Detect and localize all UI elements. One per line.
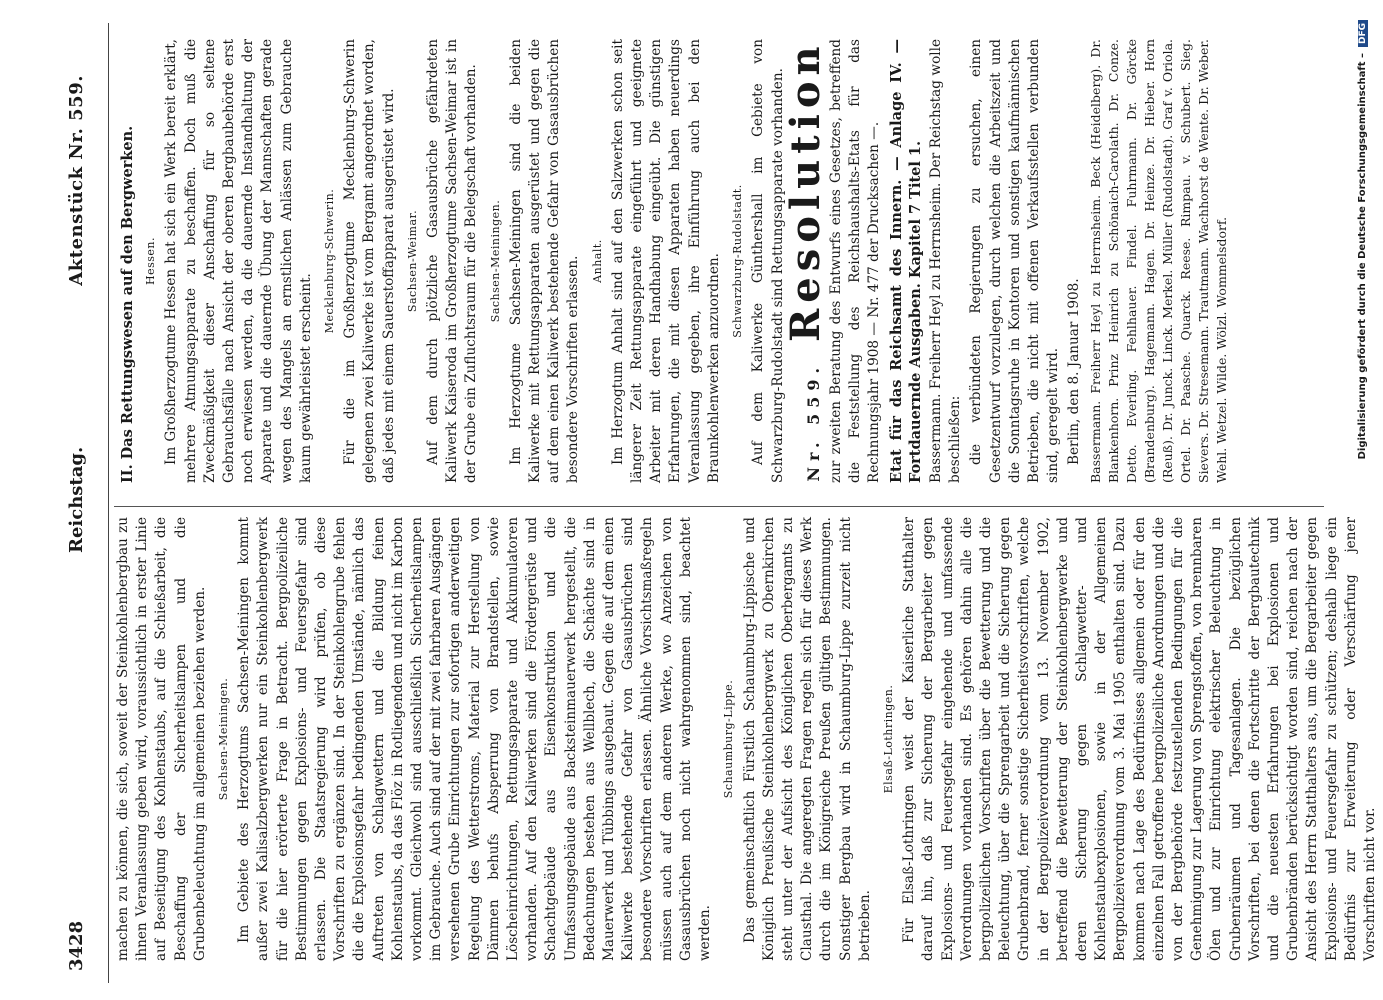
resolution-heading: Resolution xyxy=(781,40,829,342)
credit-text: Digitalisierung gefördert durch die Deutsche Forschungsgemeinschaft – xyxy=(1357,53,1368,460)
budget-heading: Etat für das Reichsamt des Innern. — Anlage IV. — Fortdauernde Ausgaben. Kapitel 7 Titel 1. xyxy=(887,39,924,483)
right-column xyxy=(114,39,1233,483)
paragraph: Im Großherzogtume Hessen hat sich ein Werk bereit erklärt, mehrere Atmungsapparate zu beschaffen. Doch muß die Zweckmäßigkeit dieser Anschaffung für so seltene Gebrauchsfälle nach Ansicht der oberen Bergbaubehörde erst noch erwiesen werden, da die dauernde Instandhaltung der Apparate und die dauernde Übung der Mannschaften gerade wegen des Mangels an ernstlichen Anlässen zum Gebrauche kaum gewährleistet erscheint. xyxy=(163,39,314,483)
paragraph: Im Herzogtum Anhalt sind auf den Salzwerken schon seit längerer Zeit Rettungsapparate eingeführt und geeignete Arbeiter mit deren Handhabung eingeübt. Die günstigen Erfahrungen, die mit diesen Apparaten haben neuerdings Veranlassung gegeben, ihre Einführung auch bei den Braunkohlenwerken anzuordnen. xyxy=(609,39,722,483)
resolution-number: Nr. 559. xyxy=(803,361,823,482)
paragraph: Im Gebiete des Herzogtums Sachsen-Meiningen kommt außer zwei Kalisalzbergwerken nur ein Steinkohlenbergwerk für die hier erörterte Frage in Betracht. Bergpolizeiliche Bestimmungen gegen Explosions- und Feuersgefahr sind erlassen. Die Staatsregierung wird prüfen, ob diese Vorschriften zu ergänzen sind. In der Steinkohlengrube fehlen die die Explosionsgefahr bedingenden Umstände, nämlich das Auftreten von Schlagwettern und die Bildung feinen Kohlenstaubs, da das Flöz in Rotliegendem und nicht im Karbon vorkommt. Gleichwohl sind ausschließlich Sicherheitslampen im Gebrauche. Auch sind auf der mit zwei fahrbaren Ausgängen versehenen Grube Einrichtungen zur sofortigen anderweitigen Regelung des Wetterstroms, Material zur Herstellung von Dämmen behufs Absperrung von Brandstellen, sowie Löscheinrichtungen, Rettungsapparate und Akkumulatoren vorhanden. Auf den Kaliwerken sind die Fördergerüste und Schachtgebäude aus Eisenkonstruktion und die Umfassungsgebäude aus Backsteinmauerwerk hergestellt, die Bedachungen bestehen aus Wellblech, die Schächte sind in Mauerwerk und Tübbings ausgebaut. Gegen die auf dem einen Kaliwerke bestehende Gefahr von Gasausbrüchen sind besondere Vorschriften erlassen. Ähnliche Vorsichtsmaßregeln müssen auch auf dem anderen Werke, wo Anzeichen von Gasausbrüchen noch nicht wahrgenommen sind, beachtet werden. xyxy=(236,517,714,961)
paragraph: Auf dem Kaliwerke Günthershall im Gebiete von Schwarzburg-Rudolstadt sind Rettungsapparate vorhanden. xyxy=(750,39,786,483)
subheading: Mecklenburg-Schwerin. xyxy=(323,188,337,334)
digitization-credit xyxy=(1354,20,1376,980)
subheading: Schaumburg-Lippe. xyxy=(722,679,736,799)
subheading: Sachsen-Meiningen. xyxy=(488,199,502,323)
subheading: Elsaß-Lothringen. xyxy=(881,684,895,794)
paragraph: Bassermann. Freiherr Heyl zu Herrnsheim. Der Reichstag wolle beschließen: xyxy=(927,39,964,483)
header-rule xyxy=(108,23,109,983)
paragraph: machen zu können, die sich, soweit der Steinkohlenbergbau zu ihnen Veranlassung geben wird, voraussichtlich in erster Linie auf Beseitigung des Kohlenstaubs, auf die Schießarbeit, die Beschaffung der Sicherheitslampen und die Grubenbeleuchtung im allgemeinen beziehen werden. xyxy=(115,517,208,961)
paragraph: Das gemeinschaftlich Fürstlich Schaumburg-Lippische und Königlich Preußische Steinkohlenbergwerk zu Obernkirchen steht unter der Aufsicht des Königlichen Oberbergamts zu Clausthal. Die angeregten Fragen regeln sich für dieses Werk durch die im Königreiche Preußen gültigen Bestimmungen. Sonstiger Bergbau wird in Schaumburg-Lippe zurzeit nicht betrieben. xyxy=(741,517,873,961)
column-divider xyxy=(114,506,1324,507)
paragraph: zur zweiten Beratung des Entwurfs eines Gesetzes, betreffend die Feststellung des Reichshaushalts-Etats für das Rechnungsjahr 1908 — Nr. 477 der Drucksachen —. xyxy=(827,39,883,483)
document-reference: Aktenstück Nr. 559. xyxy=(66,75,87,286)
paragraph: Im Herzogtume Sachsen-Meiningen sind die beiden Kaliwerke mit Rettungsapparaten ausgerüstet und gegen die auf dem einen Kaliwerk bestehende Gefahr von Gasausbrüchen besondere Vorschriften erlassen. xyxy=(507,39,582,483)
subheading: Hessen. xyxy=(144,237,158,285)
signatories: Bassermann. Freiherr Heyl zu Herrnsheim. Beck (Heidelberg). Dr. Blankenhorn. Prinz Heinrich zu Schönaich-Carolath. Dr. Conze. Detto. Everling. Fehlhauer. Findel. Fuhrmann. Dr. Görcke (Brandenburg). Hagemann. Hagen. Dr. Heinze. Dr. Hieber. Horn (Reuß). Dr. Junck. Linck. Merkel. Müller (Rudolstadt). Graf v. Oriola. Ortel. Dr. Paasche. Quarck. Reese. Rimpau. v. Schubert. Sieg. Sievers. Dr. Stresemann. Trautmann. Wachhorst de Wente. Dr. Weber. Wehl. Wetzel. Wilde. Wölzl. Wommelsdorf. xyxy=(1087,39,1229,483)
paragraph: die verbündeten Regierungen zu ersuchen, einen Gesetzentwurf vorzulegen, durch welchen die Arbeitszeit und die Sonntagsruhe in Kontoren und sonstigen kaufmännischen Betrieben, die nicht mit offenen Verkaufsstellen verbunden sind, geregelt wird. xyxy=(968,39,1062,483)
resolution-title xyxy=(781,39,829,483)
page-header xyxy=(32,23,102,983)
section-heading: II. Das Rettungswesen auf den Bergwerken. xyxy=(119,125,136,483)
paragraph: Auf dem durch plötzliche Gasausbrüche gefährdeten Kaliwerk Kaiseroda im Großherzogtume Sachsen-Weimar ist in der Grube ein Zufluchtsraum für die Belegschaft vorhanden. xyxy=(425,39,480,483)
subheading: Schwarzburg-Rudolstadt. xyxy=(731,184,745,338)
subheading: Sachsen-Weimar. xyxy=(405,209,419,313)
subheading: Anhalt. xyxy=(590,239,604,283)
page-number: 3428 xyxy=(66,920,87,971)
left-column xyxy=(114,517,1382,961)
date-line: Berlin, den 8. Januar 1908. xyxy=(1066,278,1083,465)
running-title: Reichstag. xyxy=(66,446,87,553)
paragraph: Für Elsaß-Lothringen weist der Kaiserliche Statthalter darauf hin, daß zur Sicherung der Bergarbeiter gegen Explosions- und Feuersgefahr eingehende und umfassende Verordnungen vorhanden sind. Es gehören dahin alle die bergpolizeilichen Vorschriften über die Bewetterung und die Beleuchtung, über die Sprengarbeit und die Sicherung gegen Grubenbrand, ferner sonstige Sicherheitsvorschriften, welche in der Bergpolizeiverordnung vom 13. November 1902, betreffend die Bewetterung der Steinkohlenbergwerke und deren Sicherung gegen Schlagwetter- und Kohlenstaubexplosionen, sowie in der Allgemeinen Bergpolizeiverordnung vom 3. Mai 1905 enthalten sind. Dazu kommen nach Lage des Bedürfnisses allgemein oder für den einzelnen Fall getroffene bergpolizeiliche Anordnungen und die von der Bergbehörde festzustellenden Bedingungen für die Genehmigung zur Lagerung von Sprengstoffen, von brennbaren Ölen und zur Einrichtung elektrischer Beleuchtung in Grubenräumen und Tagesanlagen. Die bezüglichen Vorschriften, bei denen die Fortschritte der Bergbautechnik und die neuesten Erfahrungen bei Explosionen und Grubenbränden berücksichtigt worden sind, reichen nach der Ansicht des Herrn Statthalters aus, um die Bergarbeiter gegen Explosions- und Feuersgefahr zu schützen; deshalb liege ein Bedürfnis zur Erweiterung oder Verschärfung jener Vorschriften nicht vor. xyxy=(901,517,1378,961)
subheading: Sachsen-Meiningen. xyxy=(217,677,231,801)
paragraph: Für die im Großherzogtume Mecklenburg-Schwerin gelegenen zwei Kaliwerke ist vom Bergamt angeordnet worden, daß jedes mit einem Sauerstoffapparat ausgerüstet wird. xyxy=(342,39,397,483)
dfg-logo: DFG xyxy=(1358,20,1368,47)
